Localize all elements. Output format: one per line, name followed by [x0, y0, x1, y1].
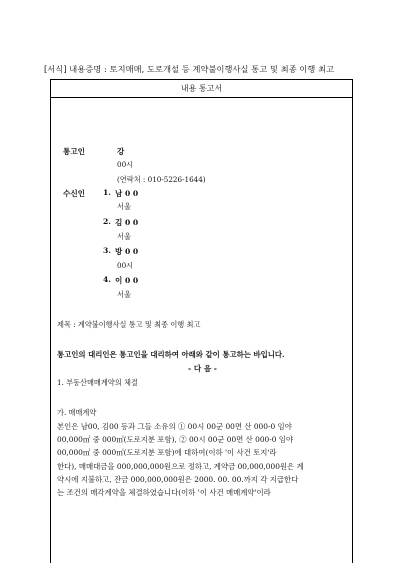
body-line: 00,000㎡ 중 000㎡(도로지분 포함)에 대하여(이하 '이 사건 토지'라 [57, 448, 277, 458]
recipient-address: 서울 [117, 202, 131, 211]
recipient-address: 서울 [117, 232, 131, 241]
body-paragraph [57, 420, 348, 499]
recipient-name: 이 0 0 [115, 276, 139, 285]
body-line: 한다), 매매대금을 000,000,000원으로 정하고, 계약금 00,000,000원은 계 [57, 461, 304, 471]
recipient-no: 1. [103, 188, 111, 197]
recipients-label: 수신인 [63, 189, 86, 198]
intro-sentence: 통고인의 대리인은 통고인을 대리하여 아래와 같이 통고하는 바입니다. [57, 350, 285, 359]
body-line: 는 조건의 매각계약을 체결하였습니다(이하 '이 사건 매매계약'이라 [57, 488, 271, 498]
notifier-name: 강 [117, 147, 125, 156]
recipient-no: 2. [103, 217, 111, 226]
body-line: 약시에 지불하고, 잔금 000,000,000원은 2000. 00. 00.까지 각 지급한다 [57, 474, 299, 484]
recipient-name: 남 0 0 [115, 189, 139, 198]
subject-line: 제목 : 계약불이행사실 통고 및 최종 이행 최고 [57, 320, 201, 329]
document-title: 내용 통고서 [51, 80, 352, 98]
da-eum-heading: - 다 음 - [188, 364, 217, 373]
recipient-no: 3. [103, 246, 111, 255]
recipient-address: 서울 [117, 290, 131, 299]
body-line: 본인은 남00, 김00 등과 그들 소유의 ① 00시 00군 00면 산 000-0 임야 [57, 422, 292, 431]
document-frame [50, 79, 353, 563]
form-header: [서식] 내용증명 : 토지매매, 도로개설 등 계약불이행사실 통고 및 최종 이행 최고 [44, 64, 335, 74]
recipient-name: 방 0 0 [115, 247, 139, 256]
recipient-address: 00시 [117, 261, 134, 270]
notifier-contact: (연락처 : 010-5226-1644) [117, 175, 206, 184]
notifier-label: 통고인 [63, 147, 86, 156]
recipient-no: 4. [103, 275, 111, 284]
subsection-heading: 가. 매매계약 [57, 408, 97, 417]
body-line: 00,000㎡ 중 000㎡(도로지분 포함), ② 00시 00군 00면 산 000-0 임야 [57, 435, 294, 445]
recipient-name: 김 0 0 [115, 218, 139, 227]
section-heading: 1. 부동산매매계약의 체결 [57, 378, 138, 387]
notifier-address: 00시 [117, 160, 134, 169]
